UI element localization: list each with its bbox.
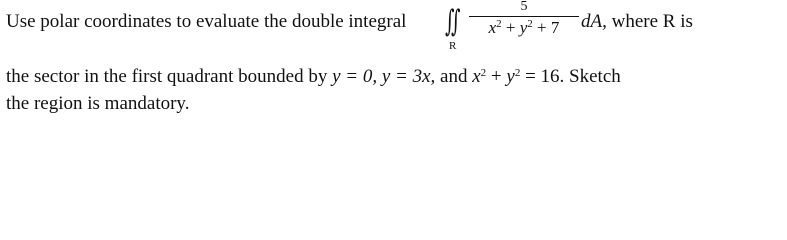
double-integral-symbol: ∬	[445, 4, 455, 39]
line3-text: the region is mandatory.	[6, 93, 190, 114]
fraction-bar	[469, 16, 579, 17]
circle-y: y	[506, 66, 515, 87]
circle-plus: +	[486, 66, 507, 87]
integral-region-subscript: R	[449, 40, 457, 52]
integral-tail	[581, 11, 693, 33]
problem-line-3	[6, 93, 189, 115]
circle-x: x	[472, 66, 481, 87]
integrand-denominator	[469, 19, 579, 37]
den-y-exponent: 2	[527, 18, 533, 30]
den-x-exponent: 2	[496, 18, 502, 30]
problem-line-2	[6, 66, 621, 88]
circle-y-exponent: 2	[514, 67, 521, 79]
den-plus: +	[501, 18, 520, 37]
circle-rhs: = 16.	[520, 66, 565, 87]
line2-part3: Sketch	[564, 66, 621, 87]
lead-text: Use polar coordinates to evaluate the double integral	[6, 11, 407, 32]
line2-part1: the sector in the first quadrant bounded by	[6, 66, 333, 87]
integrand-fraction	[469, 0, 579, 37]
circle-x-exponent: 2	[480, 67, 487, 79]
den-y: y	[519, 18, 528, 37]
bounds-equations: y = 0, y = 3x,	[332, 66, 436, 87]
problem-line-1	[6, 11, 406, 33]
den-x: x	[488, 18, 497, 37]
line2-part2: and	[435, 66, 473, 87]
den-constant: + 7	[532, 18, 560, 37]
where-text: where R is	[606, 11, 693, 32]
integrand-numerator: 5	[520, 0, 528, 14]
differential: dA,	[581, 11, 607, 32]
double-integral	[445, 0, 705, 60]
